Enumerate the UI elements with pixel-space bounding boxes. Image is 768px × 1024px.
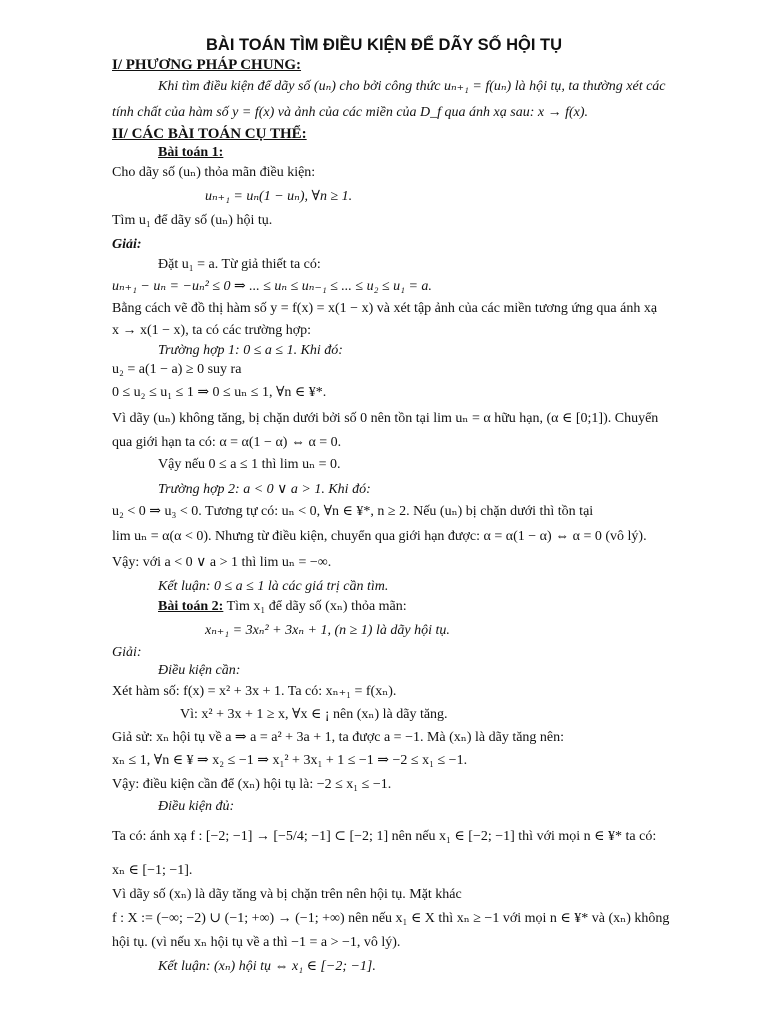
problem-2-sufficient-label: Điều kiện đủ: <box>158 799 235 814</box>
problem-1-line: qua giới hạn ta có: α = α(1 − α) ⇔ α = 0. <box>112 435 342 450</box>
problem-1-line: u₂ = a(1 − a) ≥ 0 suy ra <box>112 362 242 377</box>
problem-2-intro: Tìm x₁ để dãy số (xₙ) thỏa mãn: <box>226 599 407 614</box>
problem-2-line: Vì: x² + 3x + 1 ≥ x, ∀x ∈ ¡ nên (xₙ) là dãy tăng. <box>180 707 448 722</box>
problem-1-line: Cho dãy số (uₙ) thỏa mãn điều kiện: <box>112 165 316 180</box>
problem-1-line: Bằng cách vẽ đồ thị hàm số y = f(x) = x(1 − x) và xét tập ảnh của các miền tương ứng qua ánh xạ <box>112 301 658 316</box>
section-1-heading: I/ PHƯƠNG PHÁP CHUNG: <box>112 57 302 73</box>
section-1-line-2: tính chất của hàm số y = f(x) và ảnh của các miền của D_f qua ánh xạ sau: x → f(x). <box>112 105 588 120</box>
problem-1-line: Đặt u₁ = a. Từ giả thiết ta có: <box>158 257 321 272</box>
problem-1-formula: uₙ₊₁ − uₙ = −uₙ² ≤ 0 ⇒ ... ≤ uₙ ≤ uₙ₋₁ ≤ ... ≤ u₂ ≤ u₁ = a. <box>112 279 432 294</box>
problem-2-line: xₙ ≤ 1, ∀n ∈ ¥ ⇒ x₂ ≤ −1 ⇒ x₁² + 3x₁ + 1 ≤ −1 ⇒ −2 ≤ x₁ ≤ −1. <box>112 753 468 768</box>
problem-1-line: 0 ≤ u₂ ≤ u₁ ≤ 1 ⇒ 0 ≤ uₙ ≤ 1, ∀n ∈ ¥*. <box>112 385 327 400</box>
section-2-heading: II/ CÁC BÀI TOÁN CỤ THỂ: <box>112 126 307 142</box>
section-1-line-1: Khi tìm điều kiện để dãy số (uₙ) cho bởi công thức uₙ₊₁ = f(uₙ) là hội tụ, ta thường xét các <box>158 79 666 94</box>
problem-2-line: Vậy: điều kiện cần để (xₙ) hội tụ là: −2 ≤ x₁ ≤ −1. <box>112 777 392 792</box>
problem-1-line: Vì dãy (uₙ) không tăng, bị chặn dưới bởi số 0 nên tồn tại lim uₙ = α hữu hạn, (α ∈ [0;1]). Chuyển <box>112 411 659 426</box>
problem-2-line: Giả sử: xₙ hội tụ về a ⇒ a = a² + 3a + 1, ta được a = −1. Mà (xₙ) là dãy tăng nên: <box>112 730 565 745</box>
problem-1-line: Tìm u₁ để dãy số (uₙ) hội tụ. <box>112 213 273 228</box>
problem-1-line: lim uₙ = α(α < 0). Nhưng từ điều kiện, chuyển qua giới hạn được: α = α(1 − α) ⇔ α = 0 (vô lý). <box>112 529 647 544</box>
problem-2-line: xₙ ∈ [−1; −1]. <box>112 863 193 878</box>
problem-1-label: Bài toán 1: <box>158 145 224 160</box>
problem-1-line: Vậy: với a < 0 ∨ a > 1 thì lim uₙ = −∞. <box>112 555 332 570</box>
problem-1-line: Vậy nếu 0 ≤ a ≤ 1 thì lim uₙ = 0. <box>158 457 341 472</box>
problem-1-conclusion: Kết luận: 0 ≤ a ≤ 1 là các giá trị cần tìm. <box>158 579 389 594</box>
problem-2-solve-label: Giải: <box>112 645 142 660</box>
problem-1-line: x → x(1 − x), ta có các trường hợp: <box>112 323 312 338</box>
problem-2-line: hội tụ. (vì nếu xₙ hội tụ về a thì −1 = a > −1, vô lý). <box>112 935 401 950</box>
problem-2-header <box>158 598 407 616</box>
problem-2-line: Xét hàm số: f(x) = x² + 3x + 1. Ta có: xₙ₊₁ = f(xₙ). <box>112 684 397 699</box>
problem-2-line: Ta có: ánh xạ f : [−2; −1] → [−5/4; −1] ⊂ [−2; 1] nên nếu x₁ ∈ [−2; −1] thì với mọi n ∈ ¥* ta có: <box>112 829 657 844</box>
problem-2-necessary-label: Điều kiện cần: <box>158 663 241 678</box>
problem-2-line: f : X := (−∞; −2) ∪ (−1; +∞) → (−1; +∞) nên nếu x₁ ∈ X thì xₙ ≥ −1 với mọi n ∈ ¥* và (xₙ) không <box>112 911 670 926</box>
problem-1-case-2: Trường hợp 2: a < 0 ∨ a > 1. Khi đó: <box>158 482 371 497</box>
problem-2-conclusion: Kết luận: (xₙ) hội tụ ⇔ x₁ ∈ [−2; −1]. <box>158 959 376 974</box>
problem-1-case-1: Trường hợp 1: 0 ≤ a ≤ 1. Khi đó: <box>158 343 343 358</box>
problem-2-line: Vì dãy số (xₙ) là dãy tăng và bị chặn trên nên hội tụ. Mặt khác <box>112 887 462 902</box>
problem-2-label: Bài toán 2: <box>158 599 224 614</box>
problem-2-formula: xₙ₊₁ = 3xₙ² + 3xₙ + 1, (n ≥ 1) là dãy hội tụ. <box>205 623 450 638</box>
problem-1-solve-label: Giải: <box>112 237 142 252</box>
problem-1-formula: uₙ₊₁ = uₙ(1 − uₙ), ∀n ≥ 1. <box>205 189 353 204</box>
page-title: BÀI TOÁN TÌM ĐIỀU KIỆN ĐỂ DÃY SỐ HỘI TỤ <box>206 36 562 54</box>
problem-1-line: u₂ < 0 ⇒ u₃ < 0. Tương tự có: uₙ < 0, ∀n ∈ ¥*, n ≥ 2. Nếu (uₙ) bị chặn dưới thì tồn tại <box>112 504 594 519</box>
